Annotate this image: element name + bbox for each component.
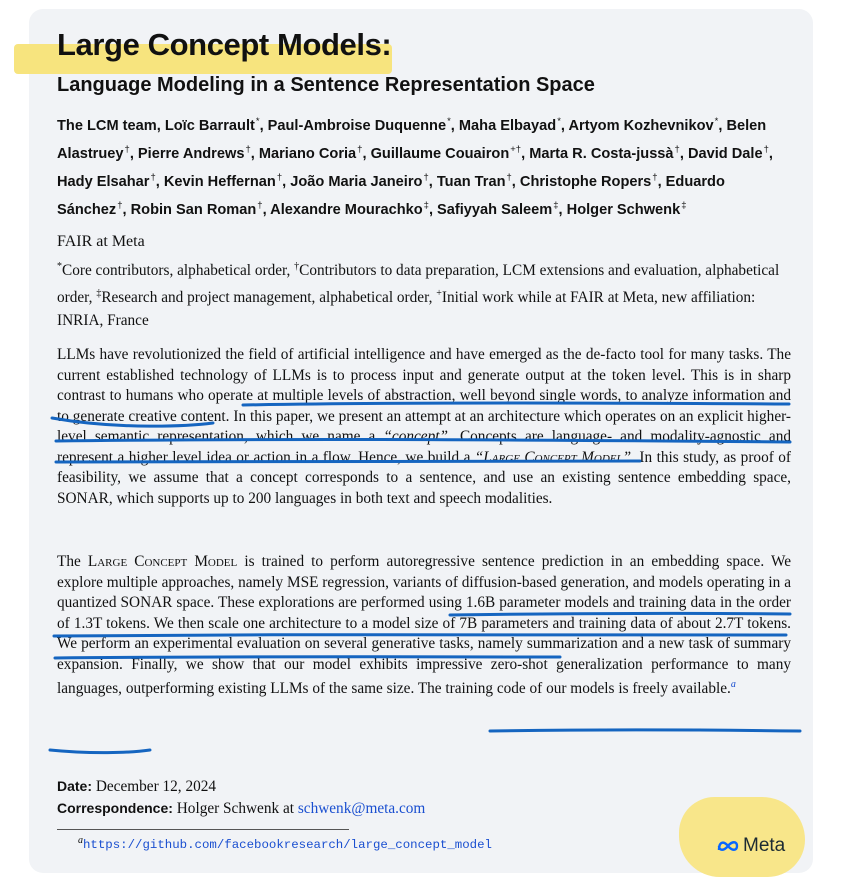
contrib-text: Contributors to data preparation, LCM extensions and evaluation, alphabetical order, — [57, 262, 780, 307]
email-link[interactable]: schwenk@meta.com — [297, 800, 426, 817]
author-mark: † — [117, 199, 123, 211]
date-label: Date: — [57, 778, 93, 794]
concept-term: “concept” — [383, 428, 449, 445]
paper-subtitle: Language Modeling in a Sentence Representation Space — [57, 74, 595, 96]
date-value: December 12, 2024 — [95, 778, 217, 795]
correspondence-label: Correspondence: — [57, 800, 173, 816]
author-name: Maha Elbayad — [458, 117, 557, 134]
date-line — [57, 778, 216, 796]
footnote-mark: a — [78, 835, 83, 846]
author-mark: * — [447, 116, 451, 127]
abstract-text: The — [57, 553, 88, 570]
footnote-rule — [57, 829, 349, 830]
lcm-term: Large Concept Model — [87, 553, 238, 570]
author-name: Robin San Roman — [130, 201, 257, 218]
author-name: David Dale — [687, 145, 763, 162]
contrib-mark: † — [294, 261, 300, 272]
abstract-paragraph-2 — [57, 552, 791, 700]
affiliation: FAIR at Meta — [57, 233, 145, 250]
author-mark: +† — [510, 143, 522, 155]
author-mark: † — [763, 143, 769, 155]
author-name: Paul-Ambroise Duquenne — [267, 117, 447, 134]
correspondence-line — [57, 800, 425, 818]
contrib-text: Research and project management, alphabetical order, — [101, 289, 437, 307]
author-mark: * — [255, 116, 260, 127]
author-mark: † — [506, 171, 512, 183]
author-name: Hady Elsahar — [57, 173, 150, 190]
contrib-text: Initial work while at FAIR at Meta, new affiliation: INRIA, France — [57, 289, 756, 330]
author-mark: † — [257, 199, 263, 211]
author-name: Eduardo Sánchez — [57, 173, 725, 218]
author-list: The LCM team, Loïc Barrault*, Paul-Ambroise Duquenne*, Maha Elbayad*, Artyom Kozhevnikov*, Belen Alastruey†, Pierre Andrews†, Mariano Coria†, Guillaume Couairon+†, Marta R. Costa-jussà†, David Dale†, Hady Elsahar†, Kevin Heffernan†, João Maria Janeiro†, Tuan Tran†, Christophe Ropers†, Eduardo Sánchez†, Robin San Roman†, Alexandre Mourachko‡, Safiyyah Saleem‡, Holger Schwenk‡ — [57, 116, 773, 218]
author-mark: ‡ — [423, 199, 429, 211]
author-name: Holger Schwenk — [566, 201, 681, 218]
contrib-mark: ‡ — [96, 288, 102, 300]
footnote — [78, 835, 492, 852]
author-mark: † — [276, 171, 283, 183]
abstract-text: . Concepts are language- and modality-agnostic and represent a higher level idea or action in a flow. Hence, we build a — [57, 428, 791, 466]
author-mark: † — [423, 171, 429, 183]
author-name: Belen Alastruey — [57, 117, 767, 162]
author-name: The LCM team — [57, 117, 157, 134]
author-name: Loïc Barrault — [164, 117, 255, 134]
meta-wordmark: Meta — [743, 835, 786, 856]
contrib-mark: + — [436, 288, 442, 300]
abstract-paragraph-1 — [57, 345, 791, 509]
author-mark: † — [674, 143, 680, 155]
author-name: Safiyyah Saleem — [437, 201, 553, 218]
author-name: Kevin Heffernan — [163, 173, 276, 190]
author-mark: † — [150, 171, 156, 183]
author-name: Artyom Kozhevnikov — [568, 117, 714, 134]
contrib-mark: * — [57, 261, 62, 272]
author-mark: † — [124, 143, 130, 155]
author-name: Marta R. Costa-jussà — [529, 145, 674, 162]
author-name: Alexandre Mourachko — [270, 201, 423, 218]
author-mark: † — [652, 171, 658, 183]
author-name: Guillaume Couairon — [370, 145, 510, 162]
abstract-text: . In this study, as proof of feasibility, we assume that a concept corresponds to a sentence, and use an existing sentence embedding space, SONAR, which supports up to 200 languages in both text and speech modalities. — [57, 448, 791, 507]
correspondence-name: Holger Schwenk at — [176, 800, 298, 817]
author-name: João Maria Janeiro — [290, 173, 423, 190]
footnote-link[interactable]: a — [730, 679, 736, 690]
author-mark: † — [357, 143, 363, 155]
author-name: Christophe Ropers — [519, 173, 652, 190]
contribution-notes — [57, 255, 797, 332]
meta-logo — [716, 835, 785, 857]
author-mark: ‡ — [553, 199, 559, 211]
author-mark: † — [245, 143, 251, 155]
author-name: Pierre Andrews — [137, 145, 245, 162]
abstract-text: LLMs have revolutionized the field of artificial intelligence and have emerged as the de-facto tool for many tasks. The current established technology of LLMs is to process input and generate output at the token level. This is in sharp contrast to humans who operate at multiple levels of abstraction, well beyond single words, to analyze information and to generate creative content. In this paper, we present an attempt at an architecture which operates on an explicit higher-level semantic representation, which we name a — [57, 346, 791, 445]
author-mark: * — [714, 116, 719, 127]
abstract-text: is trained to perform autoregressive sentence prediction in an embedding space. We explore multiple approaches, namely MSE regression, variants of diffusion-based generation, and models operating in a quantized SONAR space. These explorations are performed using 1.6B parameter models and training data in the order of 1.3T tokens. We then scale one architecture to a model size of 7B parameters and training data of about 2.7T tokens. We perform an experimental evaluation on several generative tasks, namely summarization and a new task of summary expansion. Finally, we show that our model exhibits impressive zero-shot generalization performance to many languages, outperforming existing LLMs of the same size. The training code of our models is freely available. — [57, 553, 791, 698]
author-name: Tuan Tran — [436, 173, 506, 190]
meta-infinity-icon — [716, 839, 740, 853]
repo-link[interactable]: https://github.com/facebookresearch/large_concept_model — [83, 838, 492, 853]
paper-title: Large Concept Models: — [57, 27, 392, 62]
author-mark: * — [557, 116, 561, 127]
author-mark: ‡ — [681, 199, 687, 211]
lcm-term: “Large Concept Model” — [474, 448, 632, 466]
author-name: Mariano Coria — [258, 145, 357, 162]
contrib-text: Core contributors, alphabetical order, — [62, 262, 295, 280]
